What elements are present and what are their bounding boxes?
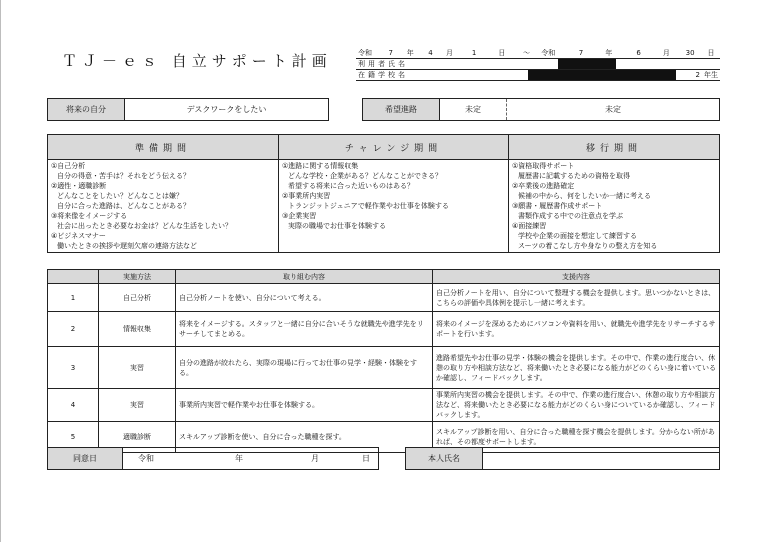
activity-content: 事業所内実習で軽作業やお仕事を体験する。 — [176, 389, 433, 422]
activity-method: 実習 — [99, 347, 176, 389]
grade-value: 2 — [678, 70, 702, 81]
signature-label: 本人氏名 — [406, 448, 483, 469]
agreement-day-unit: 日 — [362, 454, 370, 463]
desired-path-value-1: 未定 — [440, 99, 507, 120]
phase-detail: 希望する将来に合った近いものはある？ — [288, 182, 414, 190]
phase-item: ③将来像をイメージする — [51, 212, 128, 220]
period-row — [356, 48, 720, 59]
activity-no-header — [48, 270, 99, 284]
phase-item: ③願書・履歴書作成サポート — [512, 202, 603, 210]
phase-item: ①進路に関する情報収集 — [282, 162, 359, 170]
activity-support: 事業所内実習の機会を提供します。その中で、作業の進行度合い、休憩の取り方や相談方法など、将来働いたとき必要になる能力がどのくらい身についているか確認し、フィードバックします。 — [433, 389, 720, 422]
phase-detail: どんな学校・企業がある？どんなことができる？ — [288, 172, 442, 180]
support-header: 支援内容 — [433, 270, 720, 284]
activity-support: 将来のイメージを深めるためにパソコンや資料を用い、就職先や進学先をリサーチするサポートを行います。 — [433, 312, 720, 347]
phase-item: ②適性・適職診断 — [51, 182, 107, 190]
activity-support: 自己分析ノートを用い、自分について整理する機会を提供します。思いつかないときは、こちらの評価や具体例を提示し一緒に考えます。 — [433, 284, 720, 312]
start-year-unit: 年 — [406, 49, 414, 57]
start-month-unit: 月 — [446, 49, 453, 57]
content-header: 取り組む内容 — [176, 270, 433, 284]
agreement-date-box — [47, 447, 379, 470]
challenge-period-cell — [279, 160, 509, 253]
desired-path-label: 希望進路 — [363, 99, 440, 120]
phase-detail: 学校や企業の面接を想定して練習する — [518, 232, 637, 240]
activity-no: 1 — [48, 284, 99, 312]
end-year-unit: 年 — [605, 49, 613, 57]
transition-period-header: 移行期間 — [509, 135, 720, 160]
start-year: 7 — [388, 49, 393, 57]
activity-method: 自己分析 — [99, 284, 176, 312]
redacted-school-name — [528, 70, 676, 80]
agreement-month-unit: 月 — [311, 454, 319, 463]
school-label: 在籍学校名 — [356, 70, 458, 81]
agreement-era: 令和 — [138, 454, 154, 463]
grade-unit: 年生 — [704, 71, 718, 79]
signature-box — [405, 447, 720, 470]
activity-table — [47, 269, 720, 453]
agreement-date-label: 同意日 — [48, 448, 123, 469]
phase-detail: 働いたときの挨拶や遅刻欠席の連絡方法など — [57, 242, 197, 250]
desired-path-box — [362, 98, 720, 121]
future-self-label: 将来の自分 — [48, 99, 125, 120]
start-day: 1 — [471, 49, 477, 57]
phase-item: ②卒業後の進路確定 — [512, 182, 575, 190]
challenge-period-header: チャレンジ期間 — [279, 135, 509, 160]
end-month-unit: 月 — [662, 49, 670, 57]
desired-path-value-2: 未定 — [605, 105, 621, 114]
phase-item: ④面接練習 — [512, 222, 547, 230]
end-month: 6 — [636, 49, 641, 57]
activity-row — [48, 389, 720, 422]
user-name-cell — [458, 59, 720, 70]
prep-period-header: 準備期間 — [48, 135, 279, 160]
activity-no: 4 — [48, 389, 99, 422]
end-era: 令和 — [541, 49, 556, 57]
activity-no: 5 — [48, 422, 99, 453]
header-info-table — [356, 48, 720, 81]
activity-support: 進路希望先やお仕事の見学・体験の機会を提供します。その中で、作業の進行度合い、休憩の取り方や相談方法など、将来働いたとき必要になる能力がどのくらい身に着いているか確認し、フィードバックします。 — [433, 347, 720, 389]
period-era: 令和 — [358, 49, 372, 57]
period-tilde: ～ — [522, 49, 530, 57]
phase-detail: 候補の中から、何をしたいか一緒に考える — [518, 192, 651, 200]
phase-detail: 書類作成する中での注意点を学ぶ — [518, 212, 623, 220]
activity-no: 3 — [48, 347, 99, 389]
activity-rows — [48, 284, 720, 453]
activity-content: 将来をイメージする。スタッフと一緒に自分に合いそうな就職先や進学先をリサーチしてまとめる。 — [176, 312, 433, 347]
phase-item: ①資格取得サポート — [512, 162, 575, 170]
activity-row — [48, 347, 720, 389]
phase-item: ③企業実習 — [282, 212, 317, 220]
transition-period-cell — [509, 160, 720, 253]
user-name-label: 利用者氏名 — [356, 59, 458, 70]
signature-field[interactable] — [483, 448, 719, 469]
end-day: 30 — [685, 49, 695, 57]
activity-method: 情報収集 — [99, 312, 176, 347]
phase-detail: トランジットジュニアで軽作業やお仕事を体験する — [288, 202, 449, 210]
activity-content: 自己分析ノートを使い、自分について考える。 — [176, 284, 433, 312]
phase-detail: 実際の職場でお仕事を体験する — [288, 222, 386, 230]
phase-item: ②事業所内実習 — [282, 192, 331, 200]
activity-method: 適職診断 — [99, 422, 176, 453]
phase-detail: スーツの着こなし方や身なりの整え方を知る — [518, 242, 658, 250]
end-year: 7 — [578, 49, 584, 57]
document-title: ＴＪ－ｅｓ 自立サポート計画 — [62, 52, 332, 70]
activity-no: 2 — [48, 312, 99, 347]
redacted-user-name — [558, 59, 616, 69]
phase-item: ④ビジネスマナー — [51, 232, 106, 240]
future-self-value: デスクワークをしたい — [186, 105, 267, 114]
phase-detail: 履歴書に記載するための資格を取得 — [518, 172, 630, 180]
activity-support: スキルアップ診断を用い、自分に合った職種を探す機会を提供します。分からない所があれば、その都度サポートします。 — [433, 422, 720, 453]
agreement-year-unit: 年 — [235, 454, 243, 463]
page-edge — [0, 0, 1, 542]
phase-item: ①自己分析 — [51, 162, 86, 170]
activity-row — [48, 312, 720, 347]
phase-detail: 自分の得意・苦手は？それをどう伝える？ — [57, 172, 190, 180]
start-month: 4 — [428, 49, 433, 57]
method-header: 実施方法 — [99, 270, 176, 284]
end-day-unit: 日 — [707, 49, 715, 57]
user-name-row — [356, 59, 720, 70]
start-day-unit: 日 — [498, 49, 506, 57]
school-name-cell — [458, 70, 678, 81]
prep-period-cell — [48, 160, 279, 253]
phase-plan-table — [47, 134, 720, 253]
activity-content: スキルアップ診断を使い、自分に合った職種を探す。 — [176, 422, 433, 453]
school-row — [356, 70, 720, 81]
activity-content: 自分の進路が絞れたら、実際の現場に行ってお仕事の見学・経験・体験をする。 — [176, 347, 433, 389]
phase-detail: 社会に出ったとき必要なお金は？どんな生活をしたい？ — [57, 222, 232, 230]
activity-method: 実習 — [99, 389, 176, 422]
phase-detail: 自分に合った進路は、どんなことがある？ — [57, 202, 190, 210]
phase-detail: どんなことをしたい？どんなことは嫌？ — [57, 192, 183, 200]
activity-row — [48, 284, 720, 312]
future-self-box — [47, 98, 329, 121]
